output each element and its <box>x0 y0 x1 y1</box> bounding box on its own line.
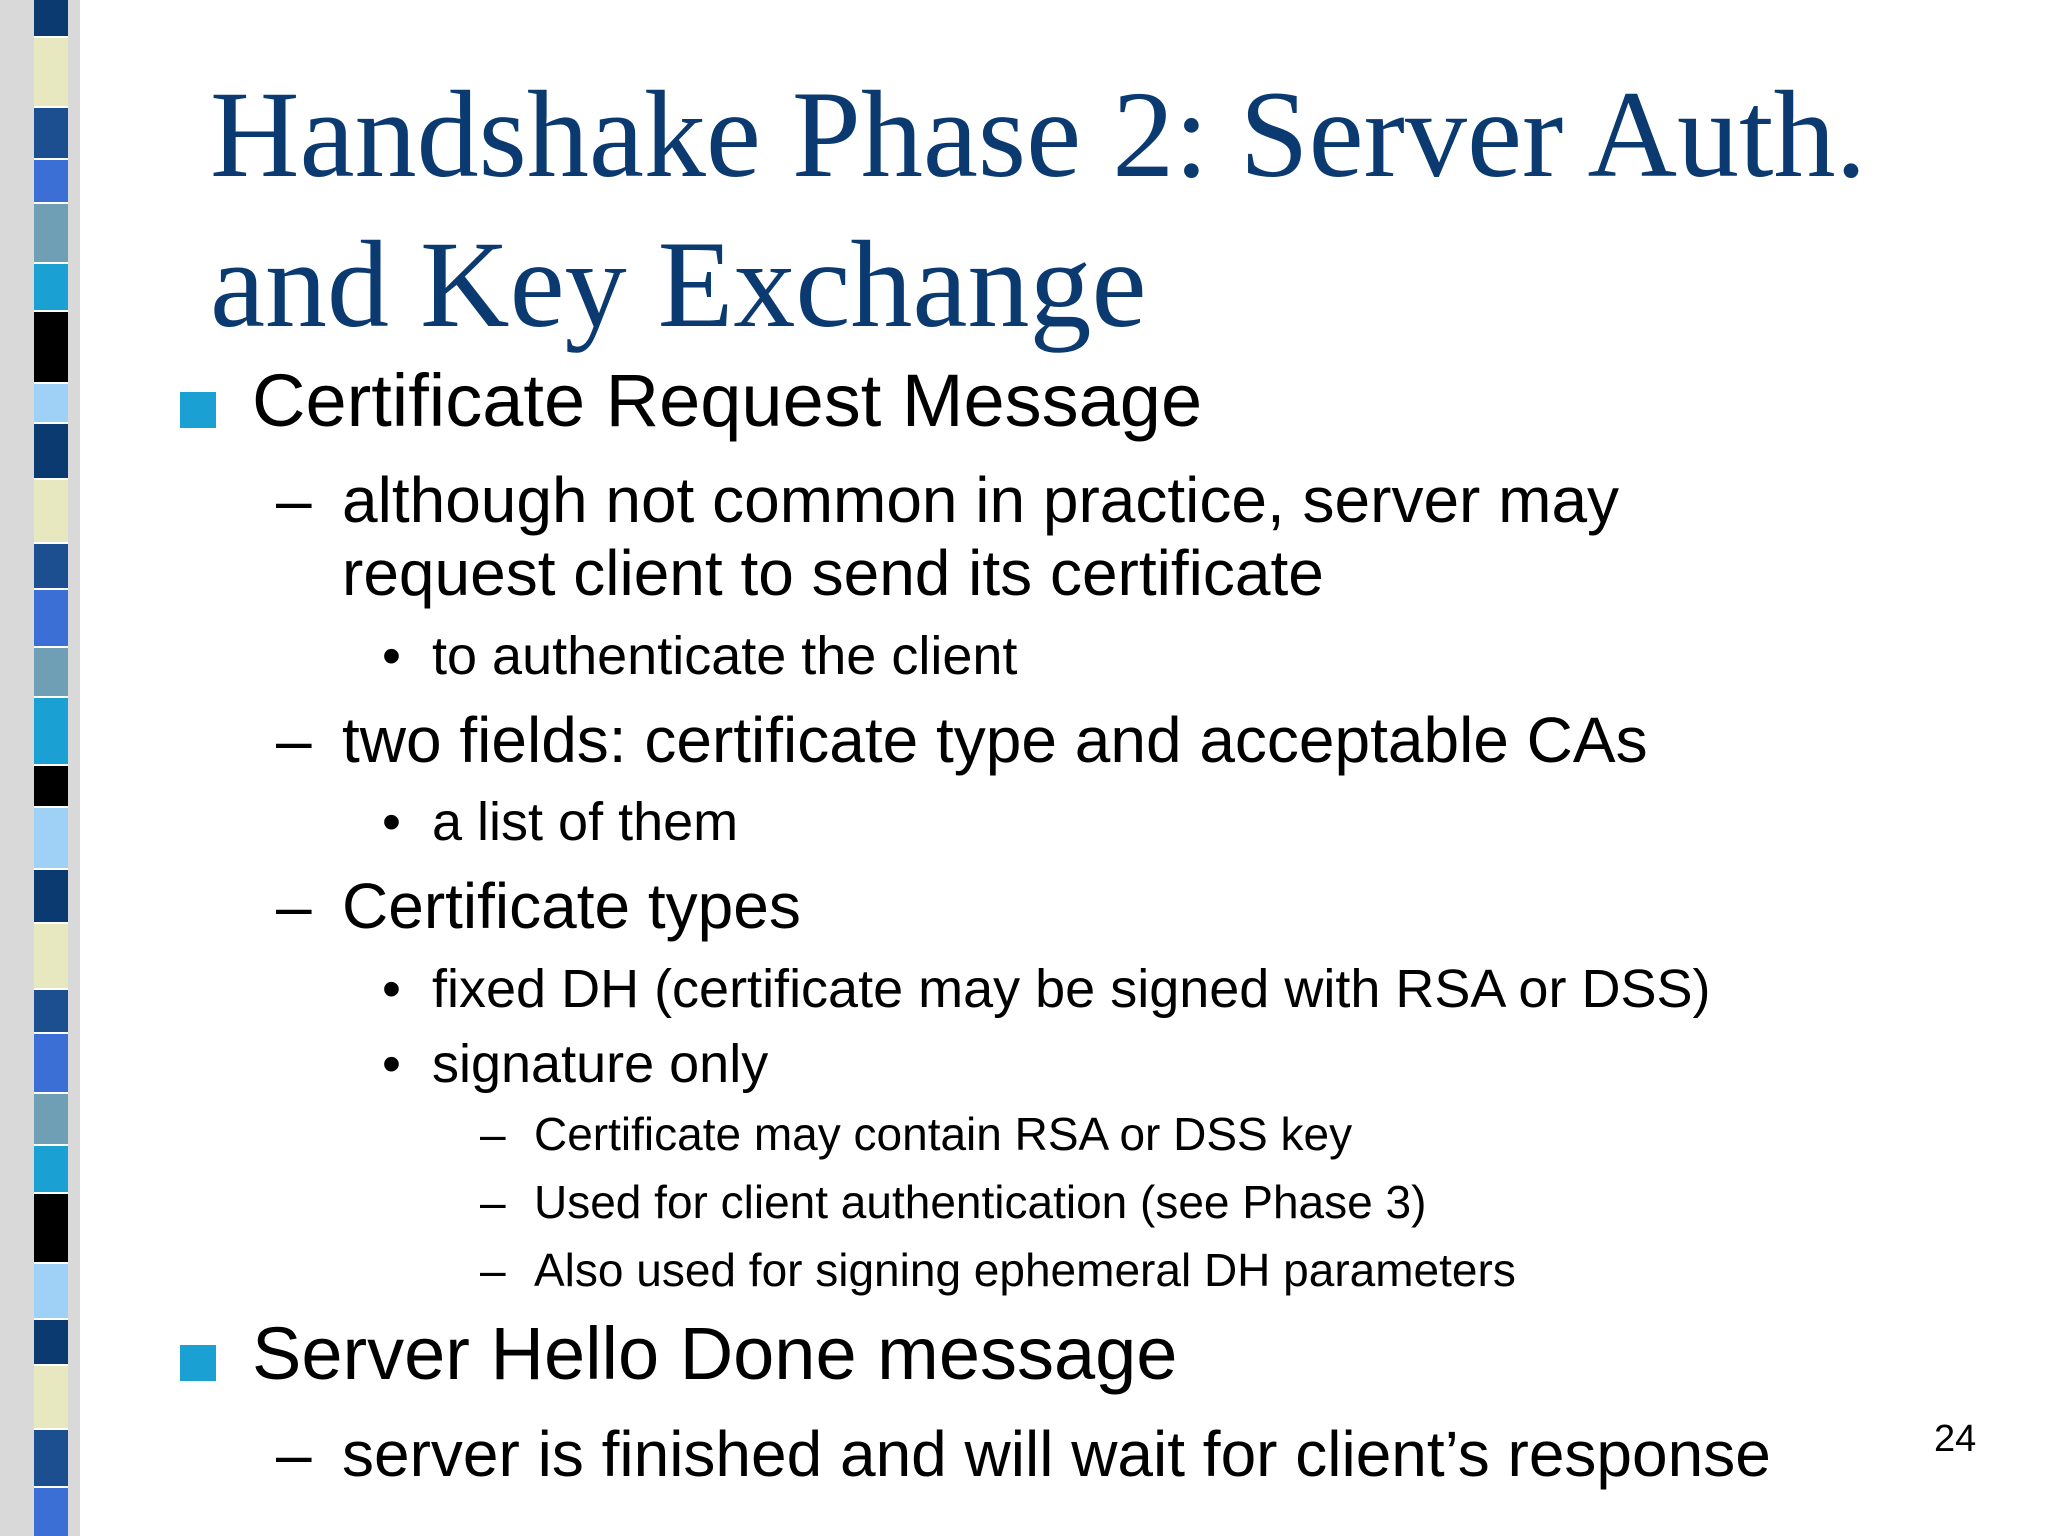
strip-segment <box>34 384 68 424</box>
strip-segment <box>34 924 68 990</box>
strip-segment <box>34 590 68 648</box>
dash-marker: – <box>276 1418 312 1490</box>
bullet-certificate-request: Certificate Request Message <box>252 359 1203 442</box>
square-bullet-icon <box>180 1345 216 1381</box>
strip-segment <box>34 1146 68 1194</box>
sub-sub-bullet: signature only <box>432 1034 769 1094</box>
strip-segment <box>34 160 68 204</box>
strip-segment <box>34 38 68 108</box>
dash-marker: – <box>276 704 312 776</box>
sub-bullet-line: although not common in practice, server may <box>342 464 1620 536</box>
page-number: 24 <box>1934 1418 1977 1460</box>
strip-segment <box>34 1320 68 1366</box>
strip-segment <box>34 1194 68 1264</box>
strip-segment <box>34 0 68 38</box>
strip-segment <box>34 1430 68 1488</box>
sub-sub-bullet: fixed DH (certificate may be signed with RSA or DSS) <box>432 959 1711 1019</box>
sub-bullet-line: server is finished and will wait for client’s response <box>342 1418 1771 1490</box>
dash-marker: – <box>276 870 312 942</box>
decorative-side-bar <box>0 0 80 1536</box>
strip-segment <box>34 1366 68 1430</box>
level4-bullet: Certificate may contain RSA or DSS key <box>534 1108 1353 1160</box>
strip-segment <box>34 1094 68 1146</box>
strip-segment <box>34 480 68 544</box>
sub-sub-bullet: a list of them <box>432 792 739 852</box>
strip-segment <box>34 698 68 766</box>
square-bullet-icon <box>180 392 216 428</box>
strip-segment <box>34 648 68 698</box>
decorative-striped-strip <box>34 0 68 1536</box>
strip-segment <box>34 766 68 808</box>
dot-marker: • <box>382 792 401 852</box>
strip-segment <box>34 264 68 312</box>
dot-marker: • <box>382 959 401 1019</box>
dash-marker: – <box>480 1176 506 1228</box>
strip-segment <box>34 870 68 924</box>
strip-segment <box>34 544 68 590</box>
level4-bullet: Also used for signing ephemeral DH parameters <box>534 1244 1516 1296</box>
dot-marker: • <box>382 1034 401 1094</box>
strip-segment <box>34 108 68 160</box>
sub-bullet-line: Certificate types <box>342 870 801 942</box>
sub-bullet-line: request client to send its certificate <box>342 537 1324 609</box>
bullet-server-hello-done: Server Hello Done message <box>252 1312 1178 1395</box>
strip-segment <box>34 990 68 1034</box>
dash-marker: – <box>276 464 312 536</box>
slide-title: Handshake Phase 2: Server Auth. and Key Exchange <box>210 66 1867 353</box>
strip-segment <box>34 808 68 870</box>
dash-marker: – <box>480 1108 506 1160</box>
strip-segment <box>34 1488 68 1536</box>
sub-bullet-line: two fields: certificate type and acceptable CAs <box>342 704 1648 776</box>
dash-marker: – <box>480 1244 506 1296</box>
strip-segment <box>34 1034 68 1094</box>
level4-bullet: Used for client authentication (see Phase 3) <box>534 1176 1427 1228</box>
strip-segment <box>34 204 68 264</box>
sub-sub-bullet: to authenticate the client <box>432 626 1018 686</box>
strip-segment <box>34 424 68 480</box>
strip-segment <box>34 312 68 384</box>
strip-segment <box>34 1264 68 1320</box>
dot-marker: • <box>382 626 401 686</box>
